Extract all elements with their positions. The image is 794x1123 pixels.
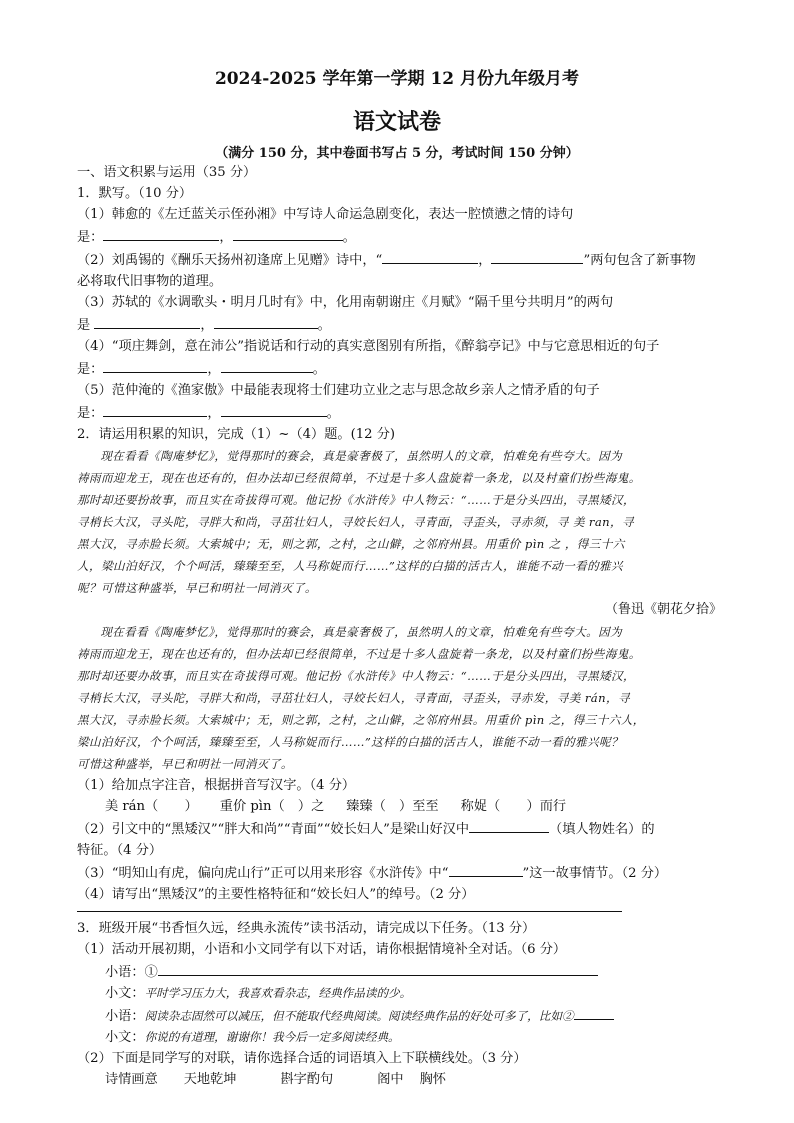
passage-line: 现在看看《陶庵梦忆》，觉得那时的赛会，真是豪奢极了，虽然明人的文章，怕难免有些夸大。因为: [100, 625, 623, 639]
pinyin-item[interactable]: 美 rán（ ）: [105, 799, 198, 814]
answer-blank[interactable]: [214, 313, 318, 329]
q1-item-5: （5）范仲淹的《渔家傲》中最能表现将士们建功立业之志与思念故乡亲人之情矛盾的句子: [77, 383, 600, 398]
word-option: 斟字酌句: [280, 1072, 334, 1087]
q2-head: 2．请运用积累的知识，完成（1）~（4）题。(12 分): [77, 427, 396, 442]
q1-item-1: （1）韩愈的《左迁蓝关示侄孙湘》中写诗人命运急剧变化，表达一腔愤懑之情的诗句: [77, 207, 574, 222]
answer-blank[interactable]: [103, 225, 219, 241]
passage-line: 寻梢长大汉，寻头陀，寻胖大和尚，寻茁壮妇人，寻姣长妇人，寻青面，寻歪头，寻赤须，寻 美 ran，寻: [77, 515, 635, 529]
answer-blank[interactable]: [233, 225, 343, 241]
q2-sub4: （4）请写出“黑矮汉”的主要性格特征和“姣长妇人”的绰号。（2 分）: [77, 887, 475, 902]
q3-sub2: （2）下面是同学写的对联，请你选择合适的词语填入上下联横线处。（3 分）: [77, 1051, 527, 1066]
answer-blank[interactable]: [449, 861, 523, 877]
dialog-line: 小文：平时学习压力大，我喜欢看杂志，经典作品读的少。: [105, 986, 412, 1001]
word-options: [77, 1069, 722, 1090]
word-option: 天地乾坤: [183, 1072, 237, 1087]
dialog-line: 小语：阅读杂志固然可以减压，但不能取代经典阅读。阅读经典作品的好处可多了，比如②: [105, 1004, 722, 1027]
passage-line: 祷雨而迎龙王，现在也还有的，但办法却已经很简单，不过是十多人盘旋着一条龙，以及村童们扮些海鬼。: [77, 471, 641, 485]
speaker: 小语：: [105, 965, 145, 980]
q1-item-4-answer: 是： ， 。: [77, 357, 722, 380]
answer-blank[interactable]: [491, 248, 583, 264]
q2-sub2: （2）引文中的“黑矮汉”“胖大和尚”“青面”“姣长妇人”是梁山好汉中 （填人物姓名）的: [77, 817, 722, 840]
answer-blank[interactable]: [382, 248, 478, 264]
passage-line: 现在看看《陶庵梦忆》，觉得那时的赛会，真是豪奢极了，虽然明人的文章，怕难免有些夸大。因为: [100, 449, 623, 463]
pinyin-item[interactable]: 臻臻（ ）至至: [346, 799, 439, 814]
passage-source: （鲁迅《朝花夕拾》: [604, 602, 722, 617]
q2-sub1-items: [77, 796, 722, 817]
q1-item-1-answer: 是： ， 。: [77, 225, 722, 248]
passage-line: 梁山泊好汉，个个呵活，臻臻至至，人马称娖而行……”这样的白描的活古人，谁能不动一看的雅兴呢？: [77, 735, 624, 749]
exam-content: [77, 162, 722, 1090]
answer-blank[interactable]: [103, 401, 207, 417]
q3-head: 3．班级开展“书香恒久远，经典永流传”读书活动，请完成以下任务。（13 分）: [77, 921, 536, 936]
answer-blank[interactable]: [221, 357, 313, 373]
q1-item-2-cont: 必将取代旧事物的道理。: [77, 274, 223, 289]
q2-sub3: （3）“明知山有虎，偏向虎山行”正可以用来形容《水浒传》中“ ”这一故事情节。（2 分）: [77, 861, 722, 884]
passage-line: 寻梢长大汉，寻头陀，寻胖大和尚，寻茁壮妇人，寻姣长妇人，寻青面，寻歪头，寻赤发，寻美 rán，寻: [77, 691, 630, 705]
answer-blank[interactable]: [574, 1004, 614, 1020]
answer-blank[interactable]: [94, 313, 200, 329]
passage-line: 人，梁山泊好汉，个个呵活，臻臻至至，人马称娖而行……”这样的白描的活古人，谁能不动一看的雅兴: [77, 559, 624, 573]
q1-item-3-answer: 是 ， 。: [77, 313, 722, 336]
dialog: [77, 960, 722, 1048]
q1-item-5-answer: 是： ， 。: [77, 401, 722, 424]
word-option: 阁中: [377, 1072, 404, 1087]
speaker: 小语：: [105, 1009, 145, 1024]
passage-2: [77, 621, 722, 775]
exam-title: 2024-2025 学年第一学期 12 月份九年级月考: [214, 69, 580, 89]
q2-sub2-cont: 特征。（4 分）: [77, 843, 163, 858]
passage-line: 祷雨而迎龙王，现在也还有的，但办法却已经很简单，不过是十多人盘旋着一条龙，以及村童们扮些海鬼。: [77, 647, 641, 661]
pinyin-item[interactable]: 重价 pìn（ ）之: [219, 799, 325, 814]
passage-line: 那时却还要扮故事，而且实在奇拔得可观。他记扮《水浒传》中人物云：“……于是分头四出，寻黑矮汉，: [77, 493, 636, 507]
passage-1: [77, 445, 722, 599]
pinyin-item[interactable]: 称娖（ ）而行: [460, 799, 567, 814]
answer-blank[interactable]: [221, 401, 327, 417]
word-option: 胸怀: [419, 1072, 446, 1087]
exam-note: （满分 150 分，其中卷面书写占 5 分，考试时间 150 分钟）: [215, 146, 579, 161]
q1-item-3: （3）苏轼的《水调歌头・明月几时有》中，化用南朝谢庄《月赋》“隔千里兮共明月”的两句: [77, 295, 614, 310]
passage-line: 黑大汉，寻赤脸长须。大索城中；无，则之郭，之村，之山僻，之邻府州县。用重价 pìn 之 ，得三十六: [77, 537, 625, 551]
answer-blank[interactable]: [158, 960, 598, 976]
section-heading: 一、语文积累与运用（35 分）: [77, 165, 257, 180]
word-option: 诗情画意: [105, 1072, 158, 1087]
speaker: 小文：: [105, 986, 145, 1001]
passage-line: 呢？可惜这种盛举，早已和明社一同消灭了。: [77, 581, 317, 595]
passage-line: 那时却还要办故事，而且实在奇拔得可观。他记扮《水浒传》中人物云：“……于是分头四出，寻黑矮汉，: [77, 669, 636, 683]
dialog-line: 小语：①: [105, 960, 722, 983]
q3-sub1: （1）活动开展初期，小语和小文同学有以下对话，请你根据情境补全对话。（6 分）: [77, 942, 567, 957]
q1-item-4: （4）“项庄舞剑，意在沛公”指说话和行动的真实意图别有所指，《醉翁亭记》中与它意思相近的句子: [77, 339, 660, 354]
subject-title: 语文试卷: [352, 109, 441, 135]
q1-item-2: （2）刘禹锡的《酬乐天扬州初逢席上见赠》诗中，“ ， ”两句包含了新事物: [77, 248, 722, 271]
speaker: 小文：: [105, 1030, 145, 1045]
q2-sub1: （1）给加点字注音，根据拼音写汉字。（4 分）: [77, 778, 356, 793]
q1-head: 1．默写。（10 分）: [77, 186, 193, 201]
answer-blank[interactable]: [103, 357, 207, 373]
divider: [77, 911, 622, 912]
dialog-line: 小文：你说的有道理，谢谢你！我今后一定多阅读经典。: [105, 1030, 400, 1045]
passage-line: 黑大汉，寻赤脸长须。大索城中；无，则之郭，之村，之山僻，之邻府州县。用重价 pìn 之，得三十六人，: [77, 713, 645, 727]
answer-blank[interactable]: [469, 817, 549, 833]
passage-line: 可惜这种盛举，早已和明社一同消灭了。: [77, 757, 293, 771]
